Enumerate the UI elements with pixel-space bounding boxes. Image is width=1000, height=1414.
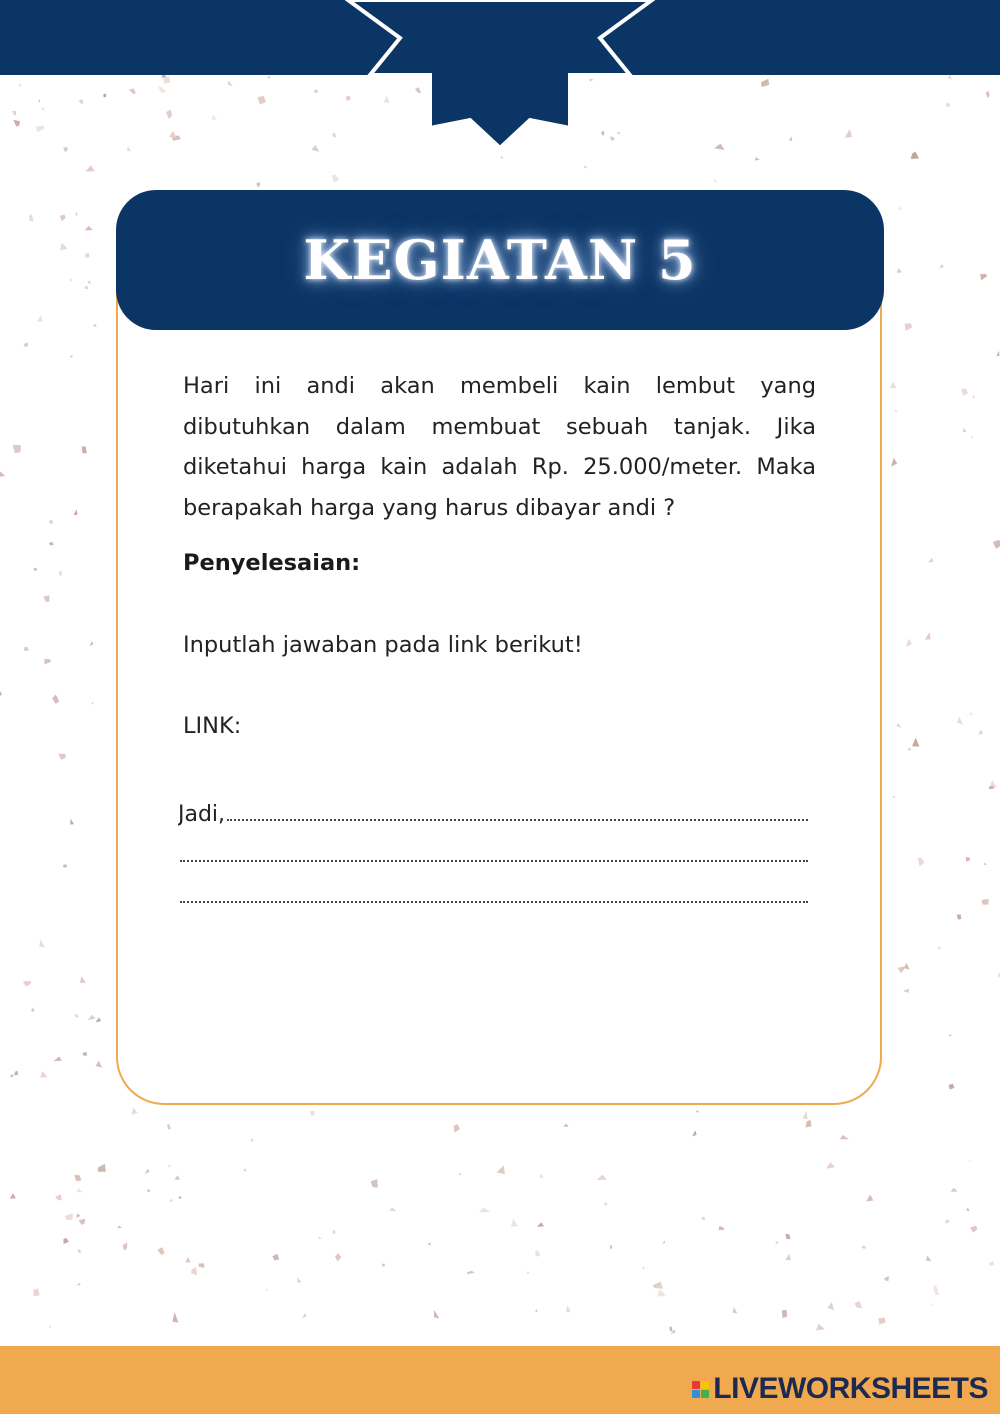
activity-title: KEGIATAN 5 <box>303 228 697 292</box>
speckle <box>132 1107 138 1114</box>
speckle <box>228 81 233 87</box>
speckle <box>302 1313 306 1318</box>
speckle <box>911 152 919 159</box>
speckle <box>652 1282 663 1289</box>
speckle <box>897 268 902 273</box>
speckle <box>43 595 49 602</box>
speckle <box>467 1271 475 1275</box>
speckle <box>63 864 67 868</box>
speckle <box>86 165 95 171</box>
speckle <box>34 568 38 572</box>
speckle <box>78 1250 81 1254</box>
speckle <box>84 286 88 290</box>
speckle <box>866 1194 873 1201</box>
speckle <box>939 264 944 268</box>
speckle <box>185 1257 190 1263</box>
speckle <box>65 1213 73 1220</box>
speckle <box>984 862 987 865</box>
speckle <box>76 1214 80 1218</box>
speckle <box>13 445 21 453</box>
speckle <box>257 96 266 105</box>
speckle <box>898 967 905 974</box>
link-label: LINK: <box>183 713 242 739</box>
speckle <box>332 133 337 138</box>
speckle <box>879 1318 886 1325</box>
speckle <box>158 86 167 93</box>
speckle <box>24 647 29 651</box>
speckle <box>854 1301 862 1309</box>
liveworksheets-logo <box>692 1372 988 1406</box>
speckle <box>39 940 45 948</box>
answer-dotted-line <box>180 860 808 862</box>
speckle <box>937 947 941 950</box>
speckle <box>657 1289 666 1297</box>
speckle <box>82 446 87 453</box>
speckle <box>63 147 68 152</box>
speckle <box>926 1256 932 1262</box>
speckle <box>949 1084 955 1090</box>
speckle <box>986 91 990 98</box>
activity-header <box>116 190 884 330</box>
speckle <box>966 1208 969 1211</box>
speckle <box>76 1188 82 1192</box>
speckle <box>92 702 94 704</box>
speckle <box>719 1226 725 1231</box>
speckle <box>199 1263 205 1268</box>
speckle <box>912 738 919 747</box>
speckle <box>701 1217 705 1221</box>
speckle <box>74 509 78 515</box>
speckle <box>36 126 45 132</box>
speckle <box>434 1310 439 1319</box>
speckle <box>90 641 94 646</box>
speckle <box>80 976 86 983</box>
speckle <box>957 717 963 725</box>
speckle <box>861 1245 866 1248</box>
speckle <box>479 1208 491 1213</box>
speckle <box>949 1034 952 1036</box>
answer-line-2[interactable] <box>178 836 808 868</box>
speckle <box>167 1124 171 1130</box>
speckle <box>980 274 987 281</box>
speckle <box>96 1017 101 1022</box>
speckle <box>816 1324 825 1331</box>
speckle <box>256 182 260 188</box>
speckle <box>55 1194 62 1200</box>
speckle <box>454 1124 460 1132</box>
speckle <box>782 1310 788 1318</box>
answer-prefix: Jadi, <box>178 802 226 827</box>
speckle <box>957 914 962 920</box>
speckle <box>127 146 131 152</box>
speckle <box>37 315 43 322</box>
speckle <box>891 458 897 467</box>
speckle <box>663 1240 665 1244</box>
speckle <box>318 1237 322 1240</box>
answer-line-1[interactable] <box>178 795 808 827</box>
speckle <box>38 99 40 103</box>
speckle <box>58 754 65 760</box>
speckle <box>371 1179 378 1188</box>
speckle <box>191 1267 197 1275</box>
speckle <box>989 1261 994 1266</box>
speckle <box>84 226 92 231</box>
speckle <box>563 1124 569 1127</box>
speckle <box>906 639 912 647</box>
solution-label: Penyelesaian: <box>183 550 361 576</box>
speckle <box>951 1188 958 1192</box>
speckle <box>314 90 318 93</box>
speckle <box>840 1135 849 1139</box>
speckle <box>251 1138 255 1142</box>
speckle <box>904 963 910 970</box>
speckle <box>14 1071 18 1076</box>
speckle <box>60 243 67 251</box>
speckle <box>537 1222 544 1227</box>
speckle <box>539 1174 543 1178</box>
speckle <box>535 1310 538 1312</box>
speckle <box>948 75 952 80</box>
speckle <box>272 1254 279 1261</box>
speckle <box>918 858 925 867</box>
speckle <box>933 1285 939 1296</box>
speckle <box>931 1303 933 1306</box>
speckle <box>826 1162 835 1169</box>
speckle <box>527 1271 529 1274</box>
speckle <box>169 131 177 139</box>
speckle <box>755 157 760 160</box>
speckle <box>908 747 912 751</box>
liveworksheets-logo-text: LIVEWORKSHEETS <box>713 1372 988 1405</box>
speckle <box>75 212 77 215</box>
speckle <box>0 690 2 696</box>
speckle <box>123 1243 128 1251</box>
speckle <box>13 111 17 116</box>
speckle <box>23 981 31 987</box>
speckle <box>44 659 51 664</box>
speckle <box>53 1056 61 1061</box>
speckle <box>500 155 503 158</box>
speckle <box>905 323 913 331</box>
speckle <box>49 542 54 546</box>
speckle <box>173 1312 179 1322</box>
speckle <box>96 1061 103 1068</box>
speckle <box>970 712 973 716</box>
speckle <box>79 1219 85 1225</box>
speckle <box>129 88 136 94</box>
speckle <box>33 1289 39 1297</box>
speckle <box>761 79 769 87</box>
speckle <box>806 1120 812 1128</box>
speckle <box>966 857 970 861</box>
speckle <box>170 1199 173 1202</box>
speckle <box>982 899 989 905</box>
speckle <box>98 1164 106 1172</box>
speckle <box>928 558 934 563</box>
speckle <box>945 1219 949 1224</box>
speckle <box>85 253 89 258</box>
speckle <box>103 94 106 98</box>
speckle <box>211 115 216 120</box>
speckle <box>82 1052 87 1056</box>
speckle <box>968 1160 970 1161</box>
speckle <box>993 540 1000 549</box>
speckle <box>803 1111 808 1120</box>
speckle <box>970 1226 977 1233</box>
speckle <box>49 520 53 524</box>
instruction-text: Inputlah jawaban pada link berikut! <box>183 632 583 658</box>
speckle <box>785 1234 790 1239</box>
speckle <box>925 632 931 640</box>
speckle <box>903 989 909 993</box>
speckle <box>963 428 966 433</box>
speckle <box>166 110 172 120</box>
speckle <box>13 120 20 127</box>
speckle <box>10 1193 16 1199</box>
speckle <box>174 1175 180 1180</box>
speckle <box>566 1305 571 1312</box>
speckle <box>946 103 950 107</box>
speckle <box>597 1175 608 1180</box>
answer-line-3[interactable] <box>178 877 808 909</box>
speckle <box>63 1238 69 1244</box>
speckle <box>890 382 896 389</box>
answer-dotted-line <box>180 901 808 903</box>
speckle <box>74 1014 79 1018</box>
speckle <box>714 180 716 182</box>
speckle <box>714 144 725 150</box>
speckle <box>117 1225 122 1228</box>
speckle <box>147 1190 150 1193</box>
speckle <box>511 1219 518 1227</box>
speckle <box>642 1267 645 1270</box>
speckle <box>692 1130 697 1136</box>
speckle <box>893 796 896 798</box>
speckle <box>427 1242 431 1245</box>
speckle <box>93 324 97 327</box>
speckle <box>70 356 73 358</box>
speckle <box>52 695 59 704</box>
speckle <box>310 1111 314 1116</box>
speckle <box>49 1325 51 1327</box>
speckle <box>333 1230 336 1234</box>
speckle <box>978 730 983 735</box>
speckle <box>604 1202 608 1206</box>
speckle <box>382 1264 385 1267</box>
speckle <box>785 1254 791 1260</box>
speckle <box>312 145 320 152</box>
star-badge-icon <box>340 0 660 150</box>
speckle <box>87 1015 95 1021</box>
speckle <box>897 724 902 728</box>
speckle <box>297 1277 302 1282</box>
speckle <box>972 436 974 439</box>
speckle <box>243 1168 246 1171</box>
speckle <box>610 1245 613 1249</box>
speckle <box>898 206 902 210</box>
speckle <box>60 215 66 222</box>
speckle <box>459 1173 462 1176</box>
speckle <box>69 278 72 282</box>
speckle <box>266 1288 268 1291</box>
speckle <box>776 1241 779 1243</box>
speckle <box>884 1276 889 1281</box>
speckle <box>168 1164 170 1168</box>
speckle <box>59 571 62 576</box>
speckle <box>10 1074 14 1077</box>
speckle <box>267 76 270 79</box>
speckle <box>157 1247 164 1255</box>
speckle <box>19 84 22 87</box>
liveworksheets-logo-icon <box>692 1381 709 1398</box>
speckle <box>733 1307 738 1313</box>
speckle <box>42 107 44 109</box>
speckle <box>973 395 975 398</box>
speckle <box>40 1071 47 1077</box>
speckle <box>332 175 340 183</box>
speckle <box>669 1326 673 1331</box>
speckle <box>87 281 90 284</box>
speckle <box>789 136 792 141</box>
speckle <box>178 1196 181 1199</box>
answer-dotted-line <box>227 819 808 821</box>
speckle <box>74 1175 81 1181</box>
speckle <box>996 351 999 357</box>
speckle <box>70 819 74 825</box>
speckle <box>0 470 5 477</box>
speckle <box>144 1169 149 1174</box>
speckle <box>29 214 33 222</box>
speckle <box>389 1208 397 1211</box>
speckle <box>584 165 588 169</box>
speckle <box>696 1110 700 1112</box>
speckle <box>961 388 968 396</box>
speckle <box>895 409 898 412</box>
speckle <box>31 1007 34 1012</box>
speckle <box>77 1283 80 1285</box>
speckle <box>535 1250 540 1256</box>
question-text: Hari ini andi akan membeli kain lembut yang dibutuhkan dalam membuat sebuah tanjak. Jika diketahui harga kain adalah Rp. 25.000/meter. Maka berapakah harga yang harus dibayar andi ? <box>183 373 816 521</box>
speckle <box>335 1253 341 1261</box>
speckle <box>828 1302 834 1311</box>
speckle <box>79 99 84 104</box>
speckle <box>24 342 29 347</box>
speckle <box>497 1165 505 1174</box>
speckle <box>845 129 852 138</box>
